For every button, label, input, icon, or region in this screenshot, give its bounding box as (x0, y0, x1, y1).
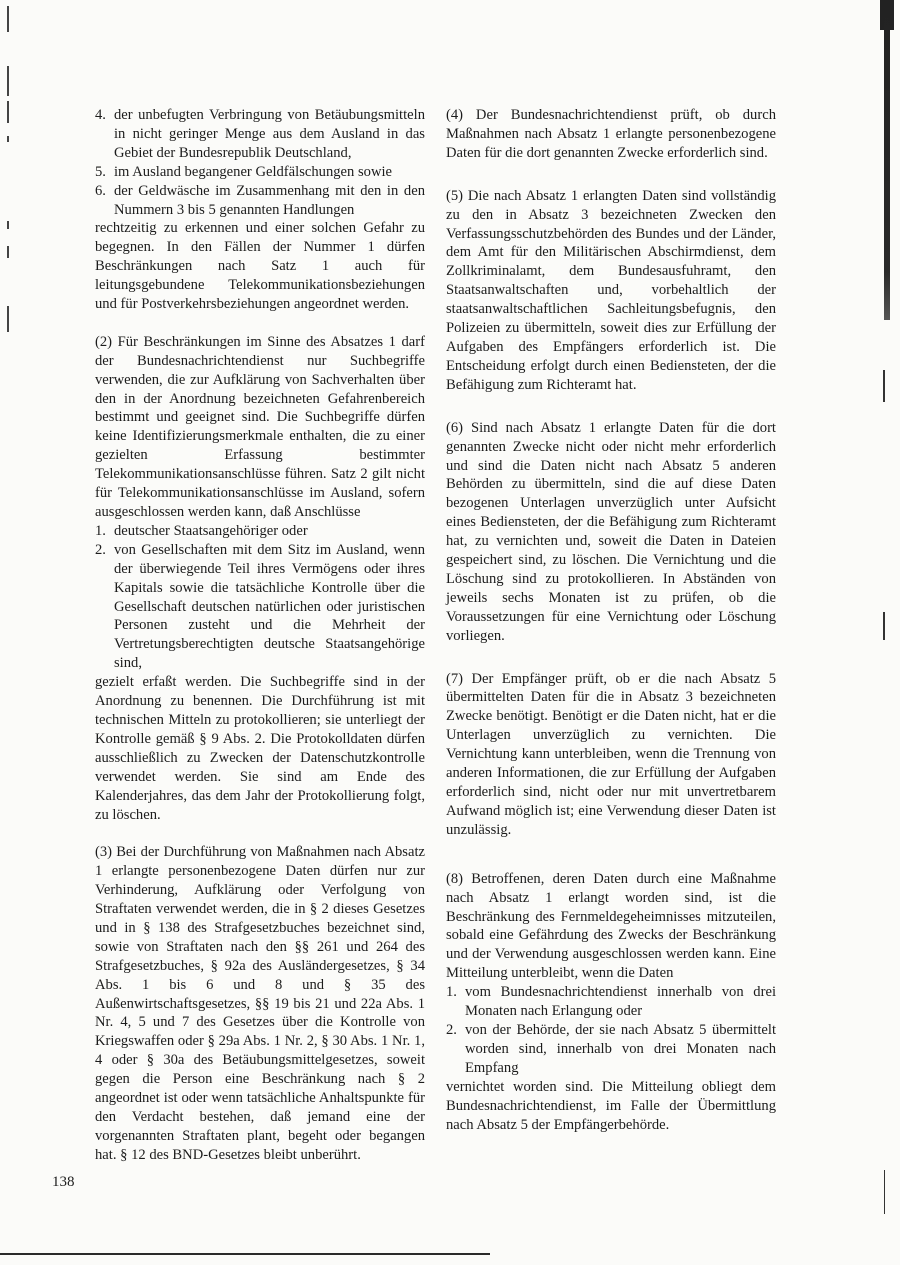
paragraph-8: (8) Betroffenen, deren Daten durch eine Maßnahme nach Absatz 1 erlangt worden sind, ist die Beschränkung des Fernmeldegeheimnisses mitzuteilen, sobald eine Gefährdung des Zwecks der Beschränkung und der Verwendung ausgeschlossen werden kann. Eine Mitteilung unterbleibt, wenn die Daten (446, 870, 776, 982)
list-item: 2. von der Behörde, der sie nach Absatz 5 übermittelt worden sind, innerhalb von drei Monaten nach Empfang (446, 1021, 776, 1076)
left-column (95, 106, 425, 1165)
paragraph-continuation: vernichtet worden sind. Die Mitteilung obliegt dem Bundesnachrichtendienst, im Falle der Übermittlung nach Absatz 5 der Empfängerbehörde. (446, 1078, 776, 1133)
paragraph-3: (3) Bei der Durchführung von Maßnahmen nach Absatz 1 erlangte personenbezogene Daten dürfen nur zur Verhinderung, Aufklärung oder Verfolgung von Straftaten verwendet werden, die in § 2 dieses Gesetzes und in § 138 des Strafgesetzbuches bezeichnet sind, sowie von Straftaten nach den §§ 261 und 264 des Strafgesetzbuches, § 92a des Ausländergesetzes, § 34 Abs. 1 bis 6 und 8 und § 35 des Außenwirtschaftsgesetzes, §§ 19 bis 21 und 22a Abs. 1 Nr. 4, 5 und 7 des Gesetzes über die Kontrolle von Kriegswaffen oder § 29a Abs. 1 Nr. 2, § 30 Abs. 1 Nr. 1, 4 oder § 30a des Betäubungsmittelgesetzes, soweit gegen die Person eine Beschränkung nach § 2 angeordnet ist oder wenn tatsächliche Anhaltspunkte für den Verdacht bestehen, daß jemand eine der vorgenannten Straftaten plant, begeht oder begangen hat. § 12 des BND-Gesetzes bleibt unberührt. (95, 844, 425, 1163)
right-column (446, 106, 776, 1134)
scan-edge-mark (883, 612, 885, 640)
offense-list (95, 106, 425, 219)
list-item: 5. im Ausland begangener Geldfälschungen sowie (95, 163, 393, 180)
list-item: 4. der unbefugten Verbringung von Betäubungsmitteln in nicht geringer Menge aus dem Ausland in das Gebiet der Bundesrepublik Deutschland, (95, 107, 425, 161)
page-number: 138 (52, 1174, 75, 1190)
paragraph-6: (6) Sind nach Absatz 1 erlangte Daten für die dort genannten Zwecke nicht oder nicht mehr erforderlich und sind die Daten nicht nach Absatz 5 anderen Behörden zu übermitteln, sind die auf diese Daten bezogenen Unterlagen unverzüglich unter Aufsicht eines Bediensteten, der die Befähigung zum Richteramt hat, zu vernichten und, soweit die Daten in Dateien gespeichert sind, zu löschen. Die Vernichtung und die Löschung sind zu protokollieren. In Abständen von jeweils sechs Monaten ist zu prüfen, ob die Voraussetzungen für eine Vernichtung oder Löschung vorliegen. (446, 419, 776, 644)
paragraph-2: (2) Für Beschränkungen im Sinne des Absatzes 1 darf der Bundesnachrichtendienst nur Suchbegriffe verwenden, die zur Aufklärung von Sachverhalten über den in der Anordnung bezeichneten Gefahrenbereich bestimmt und geeignet sind. Die Suchbegriffe dürfen keine Identifizierungsmerkmale enthalten, die zu einer gezielten Erfassung bestimmter Telekommunikationsanschlüsse führen. Satz 2 gilt nicht für Telekommunikationsanschlüsse im Ausland, sofern ausgeschlossen werden kann, daß Anschlüsse (95, 333, 425, 521)
scan-edge-mark (883, 370, 885, 402)
notification-list (446, 983, 776, 1078)
scan-edge-marks-left (6, 6, 12, 336)
paragraph-continuation: gezielt erfaßt werden. Die Suchbegriffe sind in der Anordnung zu benennen. Die Durchführung ist mit technischen Mitteln zu protokollieren; sie unterliegt der Kontrolle gemäß § 9 Abs. 2. Die Protokolldaten dürfen ausschließlich zu Zwecken der Datenschutzkontrolle verwendet werden. Sie sind am Ende des Kalenderjahres, das dem Jahr der Protokollierung folgt, zu löschen. (95, 674, 425, 823)
paragraph-5: (5) Die nach Absatz 1 erlangten Daten sind vollständig zu den in Absatz 3 bezeichneten Zwecken den Verfassungsschutzbehörden des Bundes und der Länder, dem Amt für den Militärischen Abschirmdienst, dem Zollkriminalamt, dem Bundesausfuhramt, den Staatsanwaltschaften und, vorbehaltlich der staatsanwaltschaftlichen Sachleitungsbefugnis, den Polizeien zu übermitteln, soweit dies zur Erfüllung der Aufgaben des Empfängers erforderlich ist. Die Entscheidung erfolgt durch einen Bediensteten, der die Befähigung zum Richteramt hat. (446, 187, 776, 393)
paragraph-4: (4) Der Bundesnachrichtendienst prüft, ob durch Maßnahmen nach Absatz 1 erlangte personenbezogene Daten für die dort genannten Zwecke erforderlich sind. (446, 107, 776, 161)
list-item: 6. der Geldwäsche im Zusammenhang mit den in den Nummern 3 bis 5 genannten Handlungen (95, 182, 425, 218)
scan-edge-bar-right (884, 0, 890, 320)
paragraph-continuation: rechtzeitig zu erkennen und einer solchen Gefahr zu begegnen. In den Fällen der Nummer 1 dürfen Beschränkungen nach Satz 1 auch für leitungsgebundene Telekommunikationsbeziehungen und für Postverkehrsbeziehungen angeordnet werden. (95, 220, 425, 313)
paragraph-7: (7) Der Empfänger prüft, ob er die nach Absatz 5 übermittelten Daten für die in Absatz 3 bezeichneten Zwecke benötigt. Benötigt er die Daten nicht, hat er die Unterlagen unverzüglich zu vernichten. Die Vernichtung kann unterbleiben, wenn die Trennung von anderen Informationen, die zur Erfüllung der Aufgaben erforderlich sind, nicht oder nur mit unvertretbarem Aufwand möglich ist; eine Verwendung dieser Daten ist unzulässig. (446, 670, 776, 838)
scan-edge-bottom (0, 1253, 490, 1255)
list-item: 1. vom Bundesnachrichtendienst innerhalb von drei Monaten nach Erlangung oder (446, 984, 776, 1020)
list-item: 2. von Gesellschaften mit dem Sitz im Ausland, wenn der überwiegende Teil ihres Vermögens oder ihres Kapitals sowie die tatsächliche Kontrolle über die Gesellschaft deutschen natürlichen oder juristischen Personen zusteht und die Mehrheit der Vertretungsberechtigten deutsche Staatsangehörige sind, (95, 541, 425, 672)
scan-edge-mark (884, 1170, 885, 1214)
list-item: 1. deutscher Staatsangehöriger oder (95, 522, 308, 539)
connection-list (95, 522, 425, 673)
